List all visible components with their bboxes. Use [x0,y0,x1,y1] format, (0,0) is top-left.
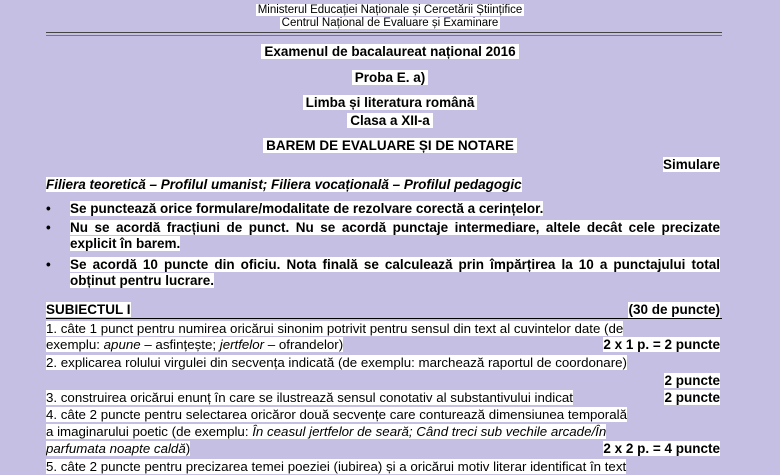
item-2-line-1: 2. explicarea rolului virgulei din secvența indicată (de exemplu: marchează raportul de coordonare) [46,355,627,370]
item-2-score: 2 puncte [664,373,720,388]
ministry-header: Ministerul Educației Naționale și Cercetării Științifice [257,4,523,16]
item-4-line-1: 4. câte 2 puncte pentru selectarea oricăror două secvențe care conturează dimensiunea temporală [46,407,627,422]
item-5-line-1: 5. câte 2 puncte pentru precizarea temei poeziei (iubirea) și a oricărui motiv literar identificat în text [46,459,627,474]
item-3-line-1: 3. construirea oricărui enunț în care se ilustrează sensul conotativ al substantivului indicat [46,390,573,405]
item-1-line-1: 1. câte 1 punct pentru numirea oricărui sinonim potrivit pentru sensul din text al cuvintelor date (de [46,321,624,336]
rule-item: Nu se acordă fracțiuni de punct. Nu se acordă punctaje intermediare, altele decât cele precizate explicit în barem. [70,220,720,251]
item-4-line-3: parfumata noapte caldă) [46,441,191,456]
bullet-icon: • [46,201,51,216]
rule-item: Se punctează orice formulare/modalitate de rezolvare corectă a cerințelor. [70,201,544,216]
bullet-icon: • [46,257,51,272]
rule-item: Se acordă 10 puncte din oficiu. Nota finală se calculează prin împărțirea la 10 a punctajului total obținut pentru lucrare. [70,257,720,288]
item-4-score: 2 x 2 p. = 4 puncte [603,441,720,456]
item-3-score: 2 puncte [664,390,720,405]
item-4-line-2: a imaginarului poetic (de exemplu: În ceasul jertfelor de seară; Când treci sub vechile arcade/În [46,424,607,439]
header-rule-top [46,32,722,33]
item-1-score: 2 x 1 p. = 2 puncte [603,337,720,352]
center-header: Centrul Național de Evaluare și Examinare [281,17,499,29]
subject-1-rule [46,318,722,319]
header-rule-bottom [46,35,722,36]
exam-proba: Proba E. a) [0,70,780,86]
exam-subject: Limba și literatura română [0,95,780,111]
subject-1-title: SUBIECTUL I [46,302,131,317]
filiera-line: Filiera teoretică – Profilul umanist; Filiera vocațională – Profilul pedagogic [46,177,522,192]
exam-class: Clasa a XII-a [0,113,780,129]
bullet-icon: • [46,220,51,235]
exam-title: Examenul de bacalaureat național 2016 [0,44,780,60]
item-1-line-2: exemplu: apune – asfințește; jertfelor – ofrandelor) [46,337,344,352]
subject-1-points: (30 de puncte) [628,302,720,317]
subject-1-heading [46,302,720,318]
simulare-label: Simulare [662,157,720,172]
barem-title: BAREM DE EVALUARE ȘI DE NOTARE [0,138,780,154]
